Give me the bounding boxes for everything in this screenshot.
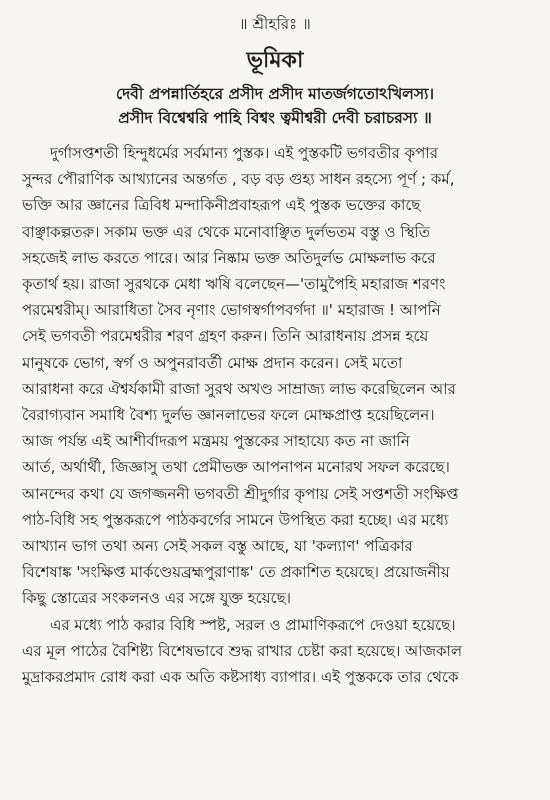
body-paragraph-2 — [22, 612, 528, 691]
text-line: মুদ্রাকরপ্রমাদ রোধ করা এক অতি কষ্টসাধ্য ব্যাপার। এই পুস্তককে তার থেকে — [22, 668, 459, 687]
text-line: বৈরাগ্যবান সমাধি বৈশ্য দুর্লভ জ্ঞানলাভের ফলে মোক্ষপ্রাপ্ত হয়েছিলেন। — [22, 406, 435, 425]
text-line: এর মধ্যে পাঠ করার বিধি স্পষ্ট, সরল ও প্রামাণিকরূপে দেওয়া হয়েছে। — [50, 615, 456, 634]
text-line: সুন্দর পৌরাণিক আখ্যানের অন্তর্গত , বড় বড় গুহ্য সাধন রহস্যে পূর্ণ ; কর্ম, — [22, 170, 455, 189]
text-line: পাঠ-বিধি সহ পুস্তকরূপে পাঠকবর্গের সামনে উপস্থিত করা হচ্ছে। এর মধ্যে — [22, 510, 449, 529]
text-line: বাঞ্ছাকল্পতরু। সকাম ভক্ত এর থেকে মনোবাঞ্ছিত দুর্লভতম বস্তু ও স্থিতি — [22, 222, 431, 241]
text-line: এর মূল পাঠের বৈশিষ্ট্য বিশেষভাবে শুদ্ধ রাখার চেষ্টা করা হয়েছে। আজকাল — [22, 641, 463, 660]
text-line: সেই ভগবতী পরমেশ্বরীর শরণ গ্রহণ করুন। তিনি আরাধনায় প্রসন্ন হয়ে — [22, 327, 429, 346]
text-line: আখ্যান ভাগ তথা অন্য সেই সকল বস্তু আছে, যা 'কল্যাণ' পত্রিকার — [22, 537, 413, 556]
verse-line: প্রসীদ বিশ্বেশ্বরি পাহি বিশ্বং ত্বমীশ্বরী দেবী চরাচরস্য ॥ — [118, 109, 432, 127]
text-line: মানুষকে ভোগ, স্বর্গ ও অপুনরাবর্তী মোক্ষ প্রদান করেন। সেই মতো — [22, 353, 403, 372]
page-title: ভূমিকা — [246, 48, 304, 73]
text-line: কিছু স্তোত্রের সংকলনও এর সঙ্গে যুক্ত হয়েছে। — [22, 589, 292, 608]
text-line: আর্ত, অর্থার্থী, জিজ্ঞাসু তথা প্রেমীভক্ত আপনাপন মনোরথ সফল করেছে। — [22, 458, 450, 477]
text-line: কৃতার্থ হয়। রাজা সুরথকে মেধা ঋষি বলেছেন—'তামুপৈহি মহারাজ শরণং — [22, 275, 446, 294]
text-line: আজ পর্যন্ত এই আশীর্বাদরূপ মন্ত্রময় পুস্তকের সাহায্যে কত না জানি — [22, 432, 410, 451]
text-line: দুর্গাসপ্তশতী হিন্দুধর্মের সর্বমান্য পুস্তক। এই পুস্তকটি ভগবতীর কৃপার — [50, 144, 438, 162]
opening-verse — [22, 82, 528, 130]
text-line: ভক্তি আর জ্ঞানের ত্রিবিধ মন্দাকিনীপ্রবাহরূপ এই পুস্তক ভক্তের কাছে — [22, 196, 421, 215]
text-line: পরমেশ্বরীম্। আরাধিতা সৈব নৃণাং ভোগস্বর্গাপবর্গদা ॥' মহারাজ ! আপনি — [22, 301, 441, 320]
verse-line: দেবী প্রপন্নার্তিহরে প্রসীদ প্রসীদ মাতর্জগতোঽখিলস্য। — [115, 85, 435, 103]
text-line: বিশেষাঙ্ক 'সংক্ষিপ্ত মার্কণ্ডেয়ব্রহ্মপুরাণাঙ্ক' তে প্রকাশিত হয়েছে। প্রয়োজনীয় — [22, 563, 450, 582]
text-line: আরাধনা করে ঐশ্বর্যকামী রাজা সুরথ অখণ্ড সাম্রাজ্য লাভ করেছিলেন আর — [22, 379, 456, 398]
text-line: আনন্দের কথা যে জগজ্জননী ভগবতী শ্রীদুর্গার কৃপায় সেই সপ্তশতী সংক্ষিপ্ত — [22, 484, 459, 503]
text-line: সহজেই লাভ করতে পারে। আর নিষ্কাম ভক্ত অতিদুর্লভ মোক্ষলাভ করে — [22, 248, 436, 267]
body-paragraph-1 — [22, 140, 528, 612]
invocation-heading: ॥ শ্রীহরিঃ ॥ — [239, 15, 311, 33]
